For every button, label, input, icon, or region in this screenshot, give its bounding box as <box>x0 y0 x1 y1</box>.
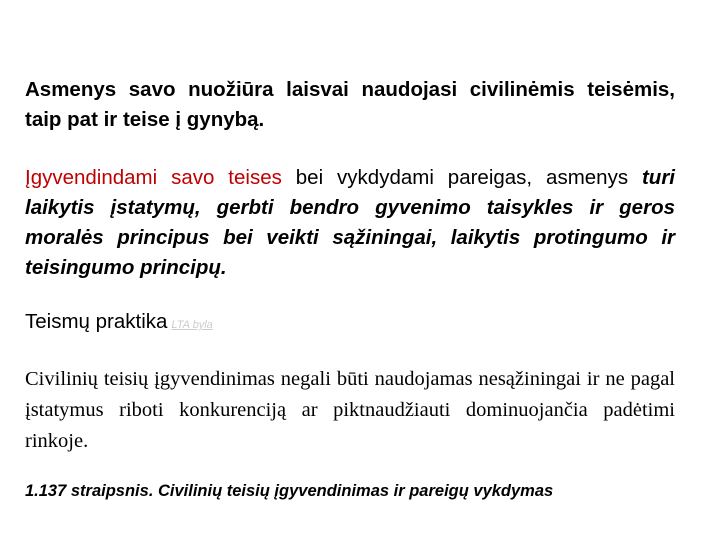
emphasized-phrase: turi laikytis įstatymų, gerbti bendro gyvenimo taisykles ir geros moralės principus bei veikti sąžiningai, laikytis protingumo ir teisingumo principų. <box>25 166 676 279</box>
paragraph-rights-defense: Asmenys savo nuožiūra laisvai naudojasi civilinėmis teisėmis, taip pat ir teise į gynybą. <box>25 78 675 131</box>
paragraph-exercising-rights <box>25 163 675 283</box>
case-law-label: Teismų praktika <box>25 310 168 333</box>
paragraph-competition: Civilinių teisių įgyvendinimas negali būti naudojamas nesąžiningai ir ne pagal įstatymus riboti konkurenciją ar piktnaudžiauti dominuojančia padėtimi rinkoje. <box>25 368 675 452</box>
highlighted-phrase: Įgyvendindami savo teises <box>25 166 282 189</box>
article-title: 1.137 straipsnis. Civilinių teisių įgyvendinimas ir pareigų vykdymas <box>25 482 554 500</box>
plain-phrase: bei vykdydami pareigas, asmenys <box>281 166 642 189</box>
case-law-line <box>25 307 675 340</box>
case-law-link[interactable]: LTA byla <box>171 319 213 331</box>
